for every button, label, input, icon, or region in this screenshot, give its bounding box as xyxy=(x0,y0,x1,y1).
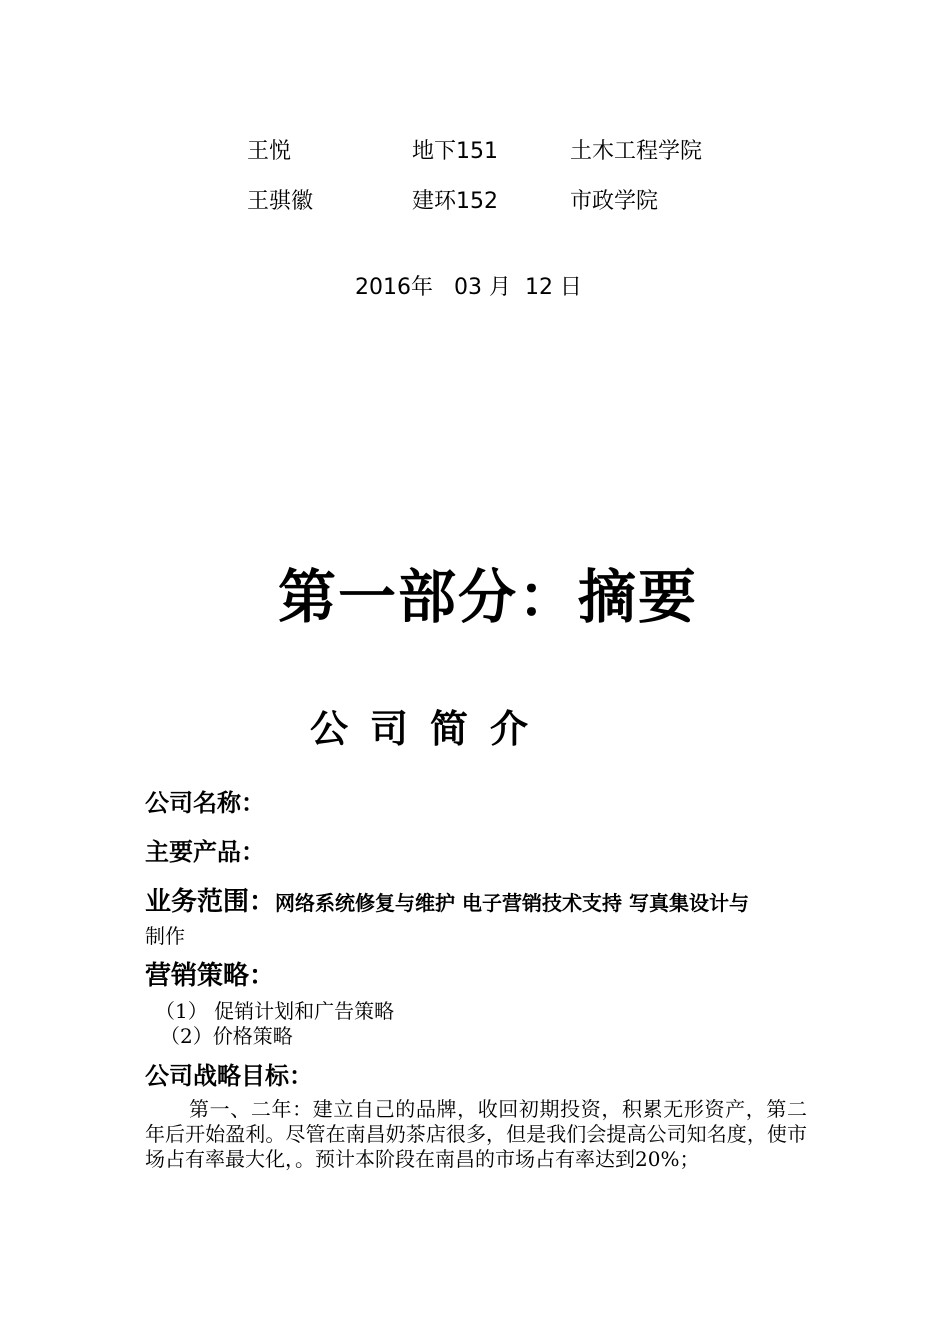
business-scope-value-cont: 制作 xyxy=(145,924,185,948)
marketing-item-2: （2）价格策略 xyxy=(160,1024,293,1048)
author-class-2: 建环152 xyxy=(412,189,498,214)
strategic-goal-paragraph: 第一、二年：建立自己的品牌，收回初期投资，积累无形资产，第二年后开始盈利。尽管在南昌奶茶店很多，但是我们会提高公司知名度，使市场占有率最大化，。预计本阶段在南昌的市场占有率达到20%； xyxy=(145,1097,807,1171)
business-scope-value: 网络系统修复与维护 电子营销技术支持 写真集设计与 xyxy=(275,891,749,915)
author-school-1: 土木工程学院 xyxy=(570,139,703,164)
strategic-goal-label: 公司战略目标： xyxy=(145,1061,313,1090)
main-products-label: 主要产品： xyxy=(145,837,265,866)
marketing-item-1: （1） 促销计划和广告策略 xyxy=(155,999,395,1023)
author-name-2: 王骐徽 xyxy=(247,189,314,214)
section-title: 公司简介 xyxy=(310,706,551,751)
part-title: 第一部分：摘要 xyxy=(278,563,699,631)
author-name-1: 王悦 xyxy=(247,139,292,164)
author-class-1: 地下151 xyxy=(412,139,498,164)
document-date: 2016年 03 月 12 日 xyxy=(355,275,582,300)
business-scope-label: 业务范围： xyxy=(145,887,276,917)
marketing-strategy-label: 营销策略： xyxy=(145,961,276,991)
author-school-2: 市政学院 xyxy=(570,189,659,214)
business-scope-line xyxy=(145,881,749,918)
company-name-label: 公司名称： xyxy=(145,788,265,817)
